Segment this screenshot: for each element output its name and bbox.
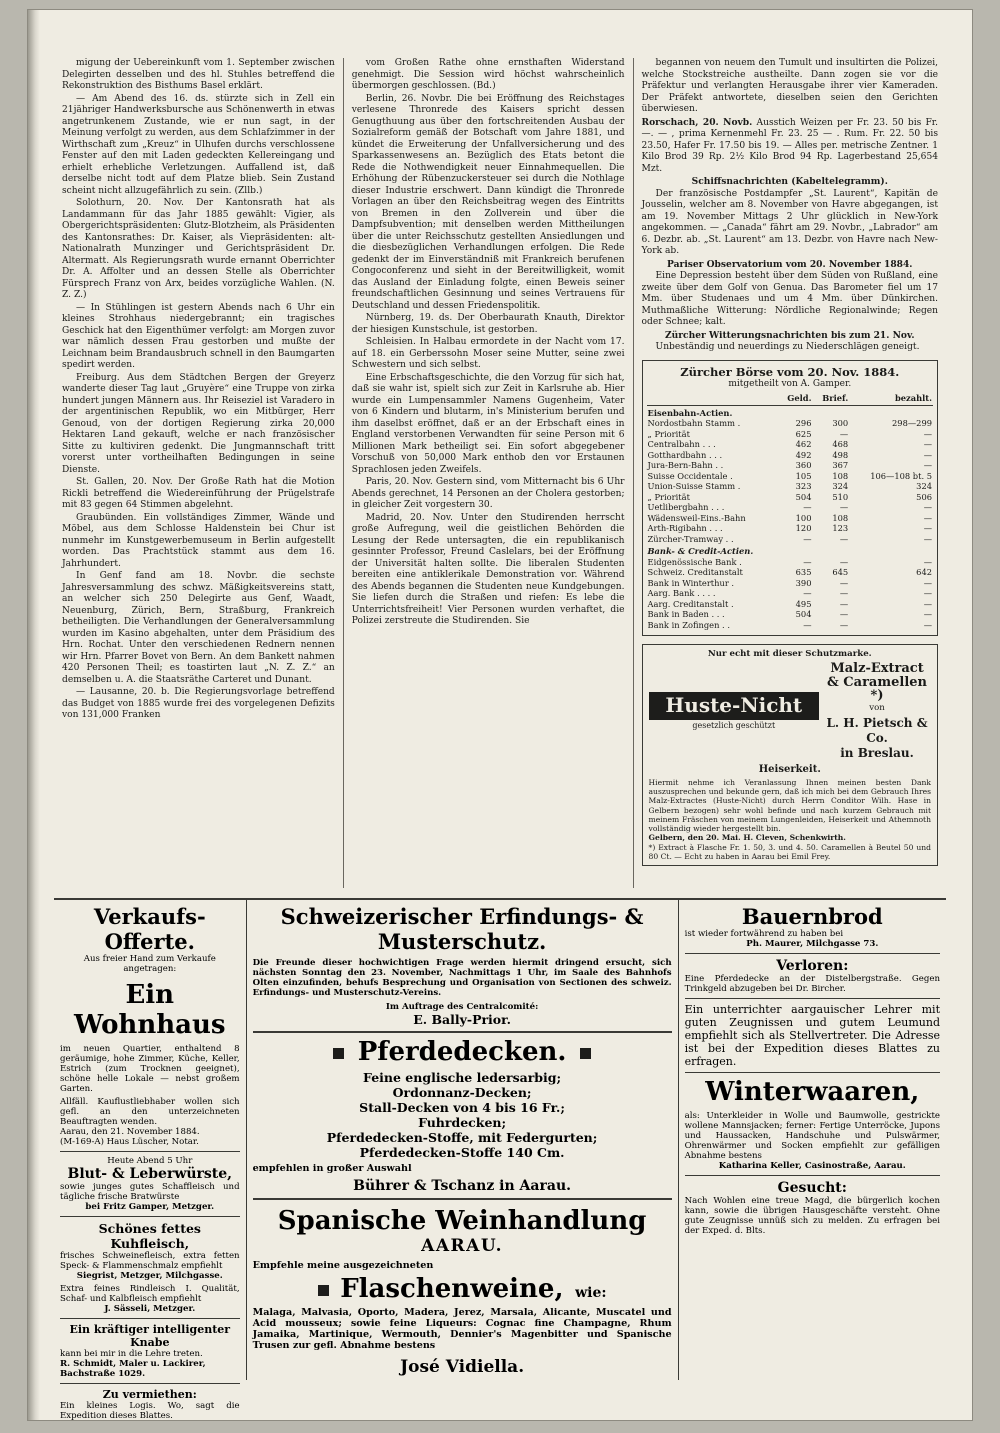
article-paragraph: Paris, 20. Nov. Gestern sind, vom Mitternacht bis 6 Uhr Abends gerechnet, 14 Personen an der Cholera gestorben; in gleicher Zeit vorgestern 30. bbox=[351, 477, 625, 510]
ad-text: bei Fritz Gamper, Metzger. bbox=[85, 1202, 215, 1212]
row-label: Gotthardbahn . . . bbox=[647, 449, 723, 460]
ad-text: Im Auftrage des Centralcomité: bbox=[385, 1002, 539, 1012]
row-label: „ Priorität bbox=[647, 491, 690, 502]
cell-bezahlt: — bbox=[923, 460, 933, 471]
cell-geld: 100 bbox=[795, 512, 812, 523]
ad-product-name: Malz-Extract & Caramellen *) bbox=[827, 660, 927, 704]
ad-testimonial-heading: Heiserkeit. bbox=[758, 764, 821, 776]
cell-geld: — bbox=[803, 502, 812, 513]
article-paragraph: vom Großen Rathe ohne ernsthaften Widerstand genehmigt. Die Session wird höchst wahrscheinlich übermorgen geschlossen. (Bd.) bbox=[351, 58, 625, 91]
col-header-geld: Geld. bbox=[778, 392, 812, 405]
cell-brief: 510 bbox=[832, 491, 849, 502]
ad-testimonial-signature: Gelbern, den 20. Mai. H. Cleven, Schenkwirth. bbox=[648, 833, 846, 843]
cell-brief: 645 bbox=[832, 567, 849, 578]
cell-geld: 120 bbox=[795, 523, 812, 534]
col-header-name bbox=[647, 392, 779, 405]
row-label: Eidgenössische Bank . bbox=[647, 556, 742, 567]
article-paragraph: begannen von neuem den Tumult und insultirten die Polizei, welche Stockstreiche austheilte. Dann zogen sie vor die Präfektur und verlangten Herausgabe ihrer vier Kameraden. Der Präfekt antwortete, dieselben seien den Gerichten überwiesen. bbox=[641, 58, 939, 114]
article-paragraph: Eine Erbschaftsgeschichte, die den Vorzug für sich hat, daß sie wahr ist, spielt sich zur Zeit in Karlsruhe ab. Hier wurde ein Lumpensammler Namens Gugenheim, Vater von 6 Kindern und blutarm, in's Ministerium berufen und ihm daselbst eröffnet, daß er an der Erbschaft eines in England verstorbenen Verwandten für seine Person mit 6 Millionen Mark betheiligt sei. Ein sofort abgegebener Vorschuß von 50,000 Mark enthob den vor Erstaunen Sprachlosen jeden Zweifels. bbox=[351, 372, 625, 475]
article-paragraph: migung der Uebereinkunft vom 1. September zwischen Delegirten desselben und des hl. Stuhles betreffend die Rekonstruktion des Bisthums Basel erklärt. bbox=[62, 58, 335, 91]
cell-bezahlt: — bbox=[923, 577, 933, 588]
article-paragraph: Schleisien. In Halbau ermordete in der Nacht vom 17. auf 18. ein Gerberssohn Moser seine Mutter, seine zwei Schwestern und sich selbst. bbox=[351, 337, 625, 370]
cell-brief: — bbox=[839, 502, 849, 513]
table-row bbox=[647, 523, 933, 533]
ad-heading-knabe: Ein kräftiger intelligenter Knabe bbox=[69, 1323, 231, 1349]
ad-text: Empfehle meine ausgezeichneten bbox=[252, 1260, 434, 1271]
ad-text: Ein kleines Logis. Wo, sagt die Expedition dieses Blattes. bbox=[60, 1401, 240, 1421]
cell-geld: — bbox=[803, 556, 812, 567]
ad-text: Fuhrdecken; bbox=[418, 1115, 507, 1130]
ad-text: Nach Wohlen eine treue Magd, die bürgerlich kochen kann, sowie die übrigen Hausgeschäfte versteht. Ohne gute Zeugnisse unnüß sich zu melden. Zu erfragen bei der Exped. d. Blts. bbox=[684, 1196, 940, 1236]
row-label: Aarg. Bank . . . . bbox=[647, 588, 716, 599]
stock-quotes-subtitle: mitgetheilt von A. Gamper. bbox=[728, 379, 852, 390]
row-label: Centralbahn . . . bbox=[647, 439, 716, 450]
cell-geld: 635 bbox=[795, 567, 812, 578]
ad-text: im neuen Quartier, enthaltend 8 geräumige, hohe Zimmer, Küche, Keller, Estrich (zum Trocknen geeignet), schöne helle Lokale — nebst großem Garten. bbox=[60, 1044, 240, 1094]
news-item-text: Unbeständig und neuerdings zu Niederschlägen geneigt. bbox=[655, 342, 920, 352]
cell-bezahlt: — bbox=[923, 619, 933, 630]
ad-column-middle bbox=[247, 900, 679, 1380]
table-row bbox=[647, 481, 933, 491]
cell-brief: 108 bbox=[832, 512, 849, 523]
ad-text: als: Unterkleider in Wolle und Baumwolle, gestrickte wollene Mannsjacken; ferner: Fertige Unterröcke, Jupons und Haussacken, Handschuhe und Pulswärmer, Ohrenwärmer und Socken empfiehlt zur gefälligen Abnahme bestens bbox=[684, 1111, 940, 1161]
news-column-left bbox=[54, 58, 343, 888]
table-row bbox=[647, 534, 933, 544]
ad-text: Aus freier Hand zum Verkaufe angetragen: bbox=[83, 954, 216, 974]
cell-bezahlt: — bbox=[923, 523, 933, 534]
cell-bezahlt: 506 bbox=[916, 491, 933, 502]
ad-von-label: von bbox=[869, 702, 885, 713]
ad-heading-flaschenweine: Flaschenweine, bbox=[340, 1274, 564, 1304]
row-label: Union-Suisse Stamm . bbox=[647, 481, 741, 492]
ad-text: J. Sässeli, Metzger. bbox=[104, 1304, 196, 1314]
news-item-text: Eine Depression besteht über dem Süden von Rußland, eine zweite über dem Golf von Genua. Das Barometer fiel um 17 Mm. über Studenaes und um 4 Mm. über Dünkirchen. Muthmaßliche Witterung: Nördliche Regionalwinde; Regen oder Schnee; kalt. bbox=[641, 271, 939, 327]
ad-heading-vermiethen: Zu vermiethen: bbox=[102, 1388, 197, 1401]
cell-bezahlt: 642 bbox=[916, 567, 933, 578]
ad-text: Malaga, Malvasia, Oporto, Madera, Jerez, Marsala, Alicante, Muscatel und Acid mousseux; sowie feine Liqueurs: Cognac fine Champagne, Rhum Jamaika, Martinique, Wermouth, Dennier's Magenbitter und Spanische Trusen zur gefl. Abnahme bestens bbox=[252, 1307, 672, 1351]
table-row bbox=[647, 513, 933, 523]
cell-brief: 300 bbox=[832, 418, 849, 429]
ad-heading-wohnhaus: Ein Wohnhaus bbox=[74, 980, 226, 1040]
article-paragraph: — Lausanne, 20. b. Die Regierungsvorlage betreffend das Budget von 1885 wurde frei des vorgelegenen Defizits von 131,000 Franken bbox=[62, 687, 335, 720]
ad-text: Katharina Keller, Casinostraße, Aarau. bbox=[718, 1161, 906, 1171]
table-row bbox=[647, 567, 933, 577]
row-label: Bank in Zofingen . . bbox=[647, 619, 730, 630]
cell-bezahlt: — bbox=[923, 609, 933, 620]
news-column-middle bbox=[343, 58, 634, 888]
ad-heading-pferdedecken: Pferdedecken. bbox=[357, 1037, 567, 1067]
ad-heading-blutwurst: Blut- & Leberwürste, bbox=[67, 1166, 233, 1182]
news-item-heading-schiff: Schiffsnachrichten (Kabeltelegramm). bbox=[691, 176, 888, 187]
cell-brief: — bbox=[839, 428, 849, 439]
cell-brief: — bbox=[839, 577, 849, 588]
table-row bbox=[647, 502, 933, 512]
advertisement-section bbox=[54, 898, 946, 1421]
row-label: Suisse Occidentale . bbox=[647, 470, 733, 481]
ad-text: Ordonnanz-Decken; bbox=[392, 1085, 532, 1100]
article-paragraph: — Am Abend des 16. ds. stürzte sich in Zell ein 21jähriger Handwerksbursche aus Schönenwerth in etwas angetrunkenem Zustande, wie er nun sagt, in der Meinung verfolgt zu werden, aus dem Schlafzimmer in der Wirthschaft zum „Kreuz“ in Ulhufen durchs verschlossene Fenster auf den mit Laden gedeckten Kellereingang und erhielt erhebliche Verletzungen. Auffallend ist, daß derselbe nicht todt auf dem Platze blieb. Sein Zustand scheint nicht allzugefährlich zu sein. (Zllb.) bbox=[62, 93, 335, 196]
row-label: Arth-Rigibahn . . . bbox=[647, 523, 723, 534]
ad-price-note: *) Extract à Flasche Fr. 1. 50, 3. und 4. 50. Caramellen à Beutel 50 und 80 Ct. — Echt zu haben in Aarau bei Emil Frey. bbox=[648, 842, 932, 861]
col-header-brief: Brief. bbox=[812, 392, 849, 405]
ad-brand-title: Huste-Nicht bbox=[649, 692, 819, 719]
row-label: Jura-Bern-Bahn . . bbox=[647, 460, 724, 471]
stock-quotes-box bbox=[642, 360, 938, 637]
ad-text: Eine Pferdedecke an der Distelbergstraße. Gegen Trinkgeld abzugeben bei Dr. Bircher. bbox=[684, 974, 940, 994]
cell-geld: 462 bbox=[795, 439, 812, 450]
article-paragraph: Solothurn, 20. Nov. Der Kantonsrath hat als Landammann für das Jahr 1885 gewählt: Vigier, als Obergerichtspräsidenten: Glutz-Blotzheim, als Präsidenten des Kantonsrathes: Dr. Kaiser, als Viepräsidenten: alt-Nationalrath Munzinger und Gerichtspräsident Dr. Altermatt. Als Regierungsrath wurde ernannt Oberrichter Dr. A. Affolter und an dessen Stelle als Oberrichter Fürsprech Franz von Arx, beides vorzügliche Wahlen. (N. Z. Z.) bbox=[62, 198, 335, 300]
cell-geld: 296 bbox=[795, 418, 812, 429]
col-header-bezahlt: bezahlt. bbox=[849, 392, 933, 405]
cell-brief: 498 bbox=[832, 449, 849, 460]
ad-text-lehrer: Ein unterrichter aargauischer Lehrer mit guten Zeugnissen und gutem Leumund empfiehlt sich als Stellvertreter. Die Adresse ist bei der Expedition dieses Blattes zu erfragen. bbox=[684, 1003, 940, 1068]
row-label: Nordostbahn Stamm . bbox=[647, 418, 741, 429]
ad-text: R. Schmidt, Maler u. Lackirer, Bachstraße 1029. bbox=[60, 1359, 206, 1379]
row-label: „ Priorität bbox=[647, 428, 690, 439]
cell-geld: 323 bbox=[795, 481, 812, 492]
cell-bezahlt: 324 bbox=[916, 481, 933, 492]
ad-text: Stall-Decken von 4 bis 16 Fr.; bbox=[359, 1100, 565, 1115]
cell-brief: — bbox=[839, 588, 849, 599]
section-label: Bank- & Credit-Actien. bbox=[647, 546, 754, 557]
ad-text: Heute Abend 5 Uhr bbox=[107, 1156, 193, 1166]
cell-geld: — bbox=[803, 533, 812, 544]
row-label: Bank in Winterthur . bbox=[647, 577, 735, 588]
cell-brief: 468 bbox=[832, 439, 849, 450]
ad-text: Aarau, den 21. November 1884. bbox=[60, 1127, 200, 1137]
article-paragraph: Graubünden. Ein vollständiges Zimmer, Wände und Möbel, aus dem Schlosse Haldenstein bei Chur ist nunmehr im Kunstgewerbemuseum in Berlin aufgestellt worden. Das Prachtstück stammt aus dem 16. Jahrhundert. bbox=[62, 512, 335, 569]
table-row bbox=[647, 599, 933, 609]
ad-firm-name: L. H. Pietsch & Co. bbox=[826, 715, 928, 745]
row-label: Wädensweil-Eins.-Bahn bbox=[647, 512, 746, 523]
cell-brief: — bbox=[839, 609, 849, 620]
ad-text: Feine englische ledersarbig; bbox=[363, 1070, 562, 1085]
table-row bbox=[647, 492, 933, 502]
row-label: Bank in Baden . . . bbox=[647, 609, 725, 620]
ad-heading-kuhfleisch: Schönes fettes Kuhfleisch, bbox=[98, 1221, 201, 1251]
cell-bezahlt: — bbox=[923, 556, 933, 567]
square-bullet-icon bbox=[580, 1048, 591, 1059]
ad-text: frisches Schweinefleisch, extra fetten Speck- & Flammenschmalz empfiehlt bbox=[60, 1251, 240, 1271]
cell-geld: 504 bbox=[795, 491, 812, 502]
table-row bbox=[647, 609, 933, 619]
ad-text: wie: bbox=[575, 1285, 607, 1301]
cell-brief: 123 bbox=[832, 523, 849, 534]
ad-text: Siegrist, Metzger, Milchgasse. bbox=[76, 1271, 223, 1281]
cell-bezahlt: — bbox=[923, 512, 933, 523]
ad-huste-nicht bbox=[642, 644, 938, 866]
square-bullet-icon bbox=[333, 1048, 344, 1059]
cell-bezahlt: — bbox=[923, 428, 933, 439]
stock-quotes-table bbox=[647, 392, 933, 630]
cell-geld: 492 bbox=[795, 449, 812, 460]
cell-geld: 105 bbox=[795, 470, 812, 481]
table-row bbox=[647, 450, 933, 460]
news-item-rorschach bbox=[642, 117, 938, 176]
article-paragraph: Berlin, 26. Novbr. Die bei Eröffnung des Reichstages verlesene Thronrede des Kaisers spricht dessen Genugthuung aus über den fortschreitenden Ausbau der Sozialreform gemäß der Botschaft vom Jahre 1881, und kündet die Erweiterung der Unfallversicherung und des Sparkassenwesens an. Bezüglich des Etats betont die Rede die Nothwendigkeit neuer Einnahmequellen. Die Erhöhung der Rübenzuckersteuer sei durch die Nothlage dieser Industrie erschwert. Dann kündigt die Thronrede Vorlagen an über den Reichsbeitrag wegen des Eintritts von Bremen in den Zollverein und über die Dampfsubvention; mit denselben werden Mittheilungen über die unter Reichsschutz gestellten Ansiedlungen und die diesbezüglichen Verhandlungen erfolgen. Die Rede gedenkt der im Einverständniß mit Frankreich berufenen Congoconferenz und sieht in der Bereitwilligkeit, womit das Ausland der Einladung folgte, einen Beweis seiner freundschaftlichen Gesinnung und seines Vertrauens für Deutschland und dessen Friedenspolitik. bbox=[351, 93, 625, 311]
article-paragraph: St. Gallen, 20. Nov. Der Große Rath hat die Motion Rickli betreffend die Wiedereinführung der Prügelstrafe mit 83 gegen 64 Stimmen abgelehnt. bbox=[62, 477, 335, 510]
article-paragraph: Madrid, 20. Nov. Unter den Studirenden herrscht große Aufregung, weil die geistlichen Behörden die Lesung der Rede untersagten, die ein republikanisch gesinnter Professor, Freund Caslelars, bei der Eröffnung der Universität halten sollte. Die liberalen Studenten bereiten eine antiklerikale Demonstration vor. Während des Abends begannen die Studenten neue Kundgebungen. Sie liefen durch die Straßen und riefen: Es lebe die Unterrichtsfreiheit! Vier Personen wurden verhaftet, die Polizei zerstreute die Studirenden. Sie bbox=[351, 512, 625, 626]
ad-firm: Bührer & Tschanz in Aarau. bbox=[353, 1178, 571, 1194]
ad-text: (M-169-A) Haus Lüscher, Notar. bbox=[60, 1137, 199, 1147]
ad-heading-bauernbrod: Bauernbrod bbox=[741, 904, 883, 929]
cell-brief: 108 bbox=[832, 470, 849, 481]
table-row bbox=[647, 557, 933, 567]
cell-brief: — bbox=[839, 619, 849, 630]
cell-bezahlt: — bbox=[923, 502, 933, 513]
ad-trademark-line: Nur echt mit dieser Schutzmarke. bbox=[707, 649, 872, 660]
article-paragraph: Nürnberg, 19. ds. Der Oberbaurath Knauth, Direktor der hiesigen Kunstschule, ist gestorben. bbox=[351, 313, 625, 335]
ad-column-right bbox=[679, 900, 946, 1380]
ad-text: ist wieder fortwährend zu haben bei bbox=[684, 929, 844, 939]
stock-quotes-title: Zürcher Börse vom 20. Nov. 1884. bbox=[680, 364, 900, 379]
cell-brief: — bbox=[839, 598, 849, 609]
ad-text: Ph. Maurer, Milchgasse 73. bbox=[746, 939, 879, 949]
article-paragraph: Freiburg. Aus dem Städtchen Bergen der Greyerz wanderte dieser Tag laut „Gruyère“ eine Truppe von zirka hundert jungen Männern aus. Ihr Reiseziel ist Varadero in der argentinischen Republik, wo ein Mitbürger, Herr Genoud, von der dortigen Regierung zirka 20,000 Hektaren Land gekauft, welche er nach französischer Sitte zu kultiviren gedenkt. Die Jungmannschaft tritt vorerst unter vortheilhaften Bedingungen in seine Dienste. bbox=[62, 372, 335, 475]
ad-firm-city: in Breslau. bbox=[840, 746, 914, 761]
news-section bbox=[54, 58, 946, 888]
cell-geld: 495 bbox=[795, 598, 812, 609]
row-label: Schweiz. Creditanstalt bbox=[647, 567, 743, 578]
ad-text: Die Freunde dieser hochwichtigen Frage werden hiermit dringend ersucht, sich nächsten Sonntag den 23. November, Nachmittags 1 Uhr, im Saale des Bahnhofs Olten einzufinden, behufs Besprechung und Organisation von Sectionen des schweiz. Erfindungs- und Musterschutz-Vereins. bbox=[252, 958, 672, 998]
ad-text: Pferdedecken-Stoffe 140 Cm. bbox=[359, 1145, 565, 1160]
table-header-row bbox=[647, 392, 933, 405]
table-section-header bbox=[647, 544, 933, 556]
cell-geld: 625 bbox=[795, 428, 812, 439]
news-item-heading-observatorium: Pariser Observatorium vom 20. November 1884. bbox=[667, 258, 913, 270]
ad-text: sowie junges gutes Schaffleisch und tägliche frische Bratwürste bbox=[60, 1182, 240, 1202]
table-row bbox=[647, 429, 933, 439]
news-item-heading-witterung: Zürcher Witterungsnachrichten bis zum 21. Nov. bbox=[665, 329, 915, 341]
ad-heading-gesucht: Gesucht: bbox=[777, 1180, 847, 1196]
cell-brief: — bbox=[839, 533, 849, 544]
cell-geld: 390 bbox=[795, 577, 812, 588]
ad-city: AARAU. bbox=[421, 1236, 504, 1256]
square-bullet-icon bbox=[318, 1285, 329, 1296]
table-section-header bbox=[647, 405, 933, 418]
ad-heading-verloren: Verloren: bbox=[776, 958, 849, 974]
table-row bbox=[647, 439, 933, 449]
cell-brief: 367 bbox=[832, 460, 849, 471]
ad-text: empfehlen in großer Auswahl bbox=[252, 1163, 412, 1174]
cell-bezahlt: — bbox=[923, 439, 933, 450]
cell-bezahlt: 106—108 bt. 5 bbox=[870, 470, 933, 481]
cell-bezahlt: 298—299 bbox=[892, 418, 933, 429]
cell-geld: 504 bbox=[795, 609, 812, 620]
cell-bezahlt: — bbox=[923, 533, 933, 544]
row-label: Uetlibergbahn . . . bbox=[647, 502, 725, 513]
article-paragraph: In Genf fand am 18. Novbr. die sechste Jahresversammlung des schwz. Mäßigkeitsvereins statt, an welcher sich 250 Delegirte aus Genf, Waadt, Neuenburg, Zürich, Bern, Straßburg, Frankreich betheiligten. Die Verhandlungen der Generalversammlung wurden im Kasino abgehalten, unter dem Präsidium des Hrn. Rochat. Unter den verschiedenen Rednern nennen wir Hrn. Pfarrer Bovet von Bern. An dem Bankett nahmen 420 Personen Theil; es toastirten laut „N. Z. Z.“ an demselben u. A. die Staatsräthe Carteret und Dunant. bbox=[62, 571, 335, 685]
ad-heading-verkaufs-offerte: Verkaufs-Offerte. bbox=[93, 904, 206, 954]
ad-signature: E. Bally-Prior. bbox=[413, 1012, 511, 1027]
cell-bezahlt: — bbox=[923, 588, 933, 599]
ad-brand-sub: gesetzlich geschützt bbox=[692, 720, 776, 730]
table-row bbox=[647, 578, 933, 588]
cell-geld: — bbox=[803, 588, 812, 599]
news-item-text: Der französische Postdampfer „St. Laurent“, Kapitän de Jousselin, welcher am 8. November von Havre abgegangen, ist am 19. November Mittags 2 Uhr glücklich in New-York angekommen. — „Canada“ fährt am 29. Novbr., „Labrador“ am 6. Dezbr. ab. „St. Laurent“ am 13. Dezbr. von Havre nach New-York ab. bbox=[641, 188, 939, 256]
news-item-text: Ausstich Weizen per Fr. 23. 50 bis Fr. —. — , prima Kernenmehl Fr. 23. 25 — . Rum. Fr. 22. 50 bis 23.50, Hafer Fr. 17.50 bis 19. — Alles per. metrische Zentner. 1 Kilo Brod 39 Rp. 2½ Kilo Brod 94 Rp. Lagerbestand 25,654 Mzt. bbox=[641, 117, 939, 174]
table-row bbox=[647, 418, 933, 428]
table-row bbox=[647, 471, 933, 481]
table-row bbox=[647, 588, 933, 598]
ad-heading-winterwaaren: Winterwaaren, bbox=[705, 1077, 920, 1107]
ad-text: Extra feines Rindleisch I. Qualität, Schaf- und Kalbfleisch empfiehlt bbox=[60, 1284, 240, 1304]
ad-text: Pferdedecken-Stoffe, mit Federgurten; bbox=[326, 1130, 598, 1145]
news-item-heading: Rorschach, 20. Novb. bbox=[641, 116, 753, 128]
ad-column-left bbox=[54, 900, 247, 1421]
ad-signature: José Vidiella. bbox=[400, 1357, 525, 1377]
section-label: Eisenbahn-Actien. bbox=[647, 407, 733, 418]
row-label: Aarg. Creditanstalt . bbox=[647, 598, 734, 609]
ad-heading-musterschutz: Schweizerischer Erfindungs- & Musterschutz. bbox=[280, 904, 644, 954]
ad-text: kann bei mir in die Lehre treten. bbox=[60, 1349, 203, 1359]
cell-geld: — bbox=[803, 619, 812, 630]
ad-text: Allfäll. Kauflustliebhaber wollen sich gefl. an den unterzeichneten Beauftragten wenden. bbox=[60, 1097, 240, 1127]
article-paragraph: — In Stühlingen ist gestern Abends nach 6 Uhr ein kleines Strohhaus niedergebrannt; ein tragisches Geschick hat den Eigenthümer verfolgt: am Morgen zuvor war nämlich dessen Frau gestorben und mußte der Leichnam beim Brandausbruch schnell in den Baumgarten spedirt werden. bbox=[62, 302, 335, 370]
cell-bezahlt: — bbox=[923, 598, 933, 609]
table-row bbox=[647, 620, 933, 630]
cell-brief: — bbox=[839, 556, 849, 567]
news-column-right bbox=[634, 58, 946, 888]
ad-heading-weinhandlung: Spanische Weinhandlung bbox=[277, 1206, 647, 1236]
row-label: Zürcher-Tramway . . bbox=[647, 533, 734, 544]
cell-brief: 324 bbox=[832, 481, 849, 492]
table-row bbox=[647, 460, 933, 470]
ad-testimonial-body: Hiermit nehme ich Veranlassung Ihnen meinen besten Dank auszusprechen und bekunde gern, daß ich mich bei dem Gebrauch Ihres Malz-Extractes (Huste-Nicht) durch Herrn Conditor Wilh. Hase in Gelbern bezogen) sehr wohl befinde und nach kurzem Gebrauch mit meinem Fräschen von meinem Lungenleiden, Heiserkeit und Athemnoth vollständig wieder hergestellt bin. bbox=[648, 777, 932, 834]
newspaper-page bbox=[28, 10, 972, 1420]
cell-bezahlt: — bbox=[923, 449, 933, 460]
cell-geld: 360 bbox=[795, 460, 812, 471]
